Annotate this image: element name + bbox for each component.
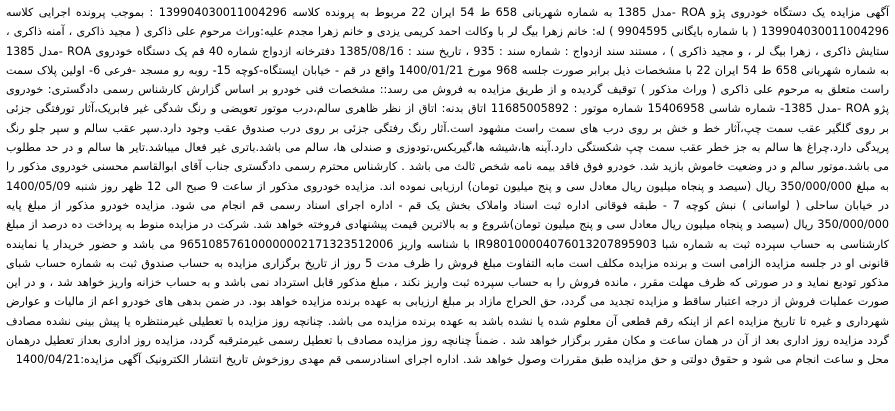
notice-text: آگهی مزایده یک دستگاه خودروی پژو ROA -مدل 1385 به شماره شهربانی 658 ط 54 ایران 22 مربوط به پرونده کلاسه 139904030011004296 : بموجب پرونده اجرایی کلاسه 139904030011004296 ( با شماره بایگانی 9904595 ) له: خانم زهرا بیگ لر با وکالت احمد کریمی یزدی و خانم زهرا مجدم علیه:وراث مرحوم علی ذاکری ( مجید ذاکری ، آمنه ذاکری ، ستایش ذاکری ، زهرا بیگ لر ، و مجید ذاکری ) ، مستند سند ازدواج : شماره سند : 935 ، تاریخ سند : 1385/08/16 دفترخانه ازدواج شماره 40 قم یک دستگاه خودروی ROA -مدل 1385 به شماره شهربانی 658 ط 54 ایران 22 با مشخصات ذیل برابر صورت جلسه 968 مورخ 1400/01/21 واقع در قم - خیابان ایستگاه-کوچه 15- روبه رو مسجد -فرعی 6- اولین پلاک سمت راست متعلق به مرحوم علی ذاکری ( وراث مذکور ) توقیف گردیده و از طریق مزایده به فروش می رسد:: مشخصات فنی خودرو بر اساس گزارش کارشناس رسمی دادگستری: خودروی پژو ROA -مدل 1385- شماره شاسی 15406958 شماره موتور : 11685005892 اتاق بدنه: اتاق از نظر ظاهری سالم،درب موتور تعویضی و رنگ شدگی غیر فابریک،آثار تورفتگی جزئی بر روی گلگیر عقب سمت چپ،آثار خط و خش بر روی درب های سمت راست مشهود است.آثار رنگ رفتگی جزئی بر روی درب صندوق عقب وجود دارد.سپر عقب سالم و سپر جلو رنگ پریدگی دارد.چراغ ها سالم به جز خطر عقب سمت چپ شکستگی دارد.آینه ها،شیشه ها،گیربکس،تودوزی و صندلی ها، سالم می باشد.باتری غیر فعال میباشد.تایر ها سالم و در حد مطلوب می باشد.موتور سالم و در وضعیت خاموش بازید شد. خودرو فوق فاقد بیمه نامه شخص ثالث می باشد . کارشناس محترم رسمی دادگستری جناب آقای ابوالقاسم محسنی خودروی مذکور را به مبلغ 350/000/000 ریال (سیصد و پنجاه میلیون ریال معادل سی و پنج میلیون تومان) ارزیابی نموده اند. مزایده خودروی مذکور از ساعت 9 صبح الی 12 ظهر روز شنبه 1400/05/09 در خیابان ساحلی ( لواسانی ) نبش کوچه 7 - طبقه فوقانی اداره ثبت اسناد واملاک بخش یک قم - اداره اجرای اسناد رسمی قم انجام می شود. مزایده خودرو مذکور از مبلغ پایه 350/000/000 ریال (سیصد و پنجاه میلیون ریال معادل سی و پنج میلیون تومان)شروع و به بالاترین قیمت پیشنهادی فروخته خواهد شد. شرکت در مزایده منوط به پرداخت ده درصد از مبلغ کارشناسی به حساب سپرده ثبت به شماره شبا IR980100004076013207895903 با شناسه واریز 965108576100000002171323512006 می باشد و حضور خریدار یا نماینده قانونی او در جلسه مزایده الزامی است و برنده مزایده مکلف است مابه التفاوت مبلغ فروش را ظرف مدت 5 روز از تاریخ برگزاری مزایده به حساب صندوق ثبت به شماره حساب شبای مذکور تودیع نماید و در صورتی که ظرف مهلت مقرر ، مانده فروش را به حساب سپرده ثبت واریز نکند ، مبلغ مذکور قابل استرداد نمی باشد و به حساب خزانه واریز خواهد شد ، و در این صورت عملیات فروش از درجه اعتبار ساقط و مزایده تجدید می گردد، حق الحراج مازاد بر مبلغ ارزیابی به عهده برنده مزایده خواهد بود. در ضمن بدهی های خودرو اعم از مالیات و عوارض شهرداری و غیره تا تاریخ مزایده اعم از اینکه رقم قطعی آن معلوم شده یا نشده باشد به عهده برنده مزایده می باشد. چنانچه روز مزایده با تعطیلی غیرمنتظره یا پیش بینی نشده مصادف گردد مزایده روز اداری بعد از آن در همان ساعت و مکان مقرر برگزار خواهد شد . ضمناً چنانچه روز مزایده مصادف با تعطیل رسمی غیرمترقبه گردد، مزایده روز اداری بعداز تعطیل درهمان محل و ساعت انجام می شود و حقوق دولتی و حق مزایده طبق مقررات وصول خواهد شد. اداره اجرای اسنادرسمی قم مهدی روزخوش تاریخ انتشار الکترونیک آگهی مزایده:1400/04/21: [6, 6, 890, 367]
notice-body: [6, 3, 889, 370]
